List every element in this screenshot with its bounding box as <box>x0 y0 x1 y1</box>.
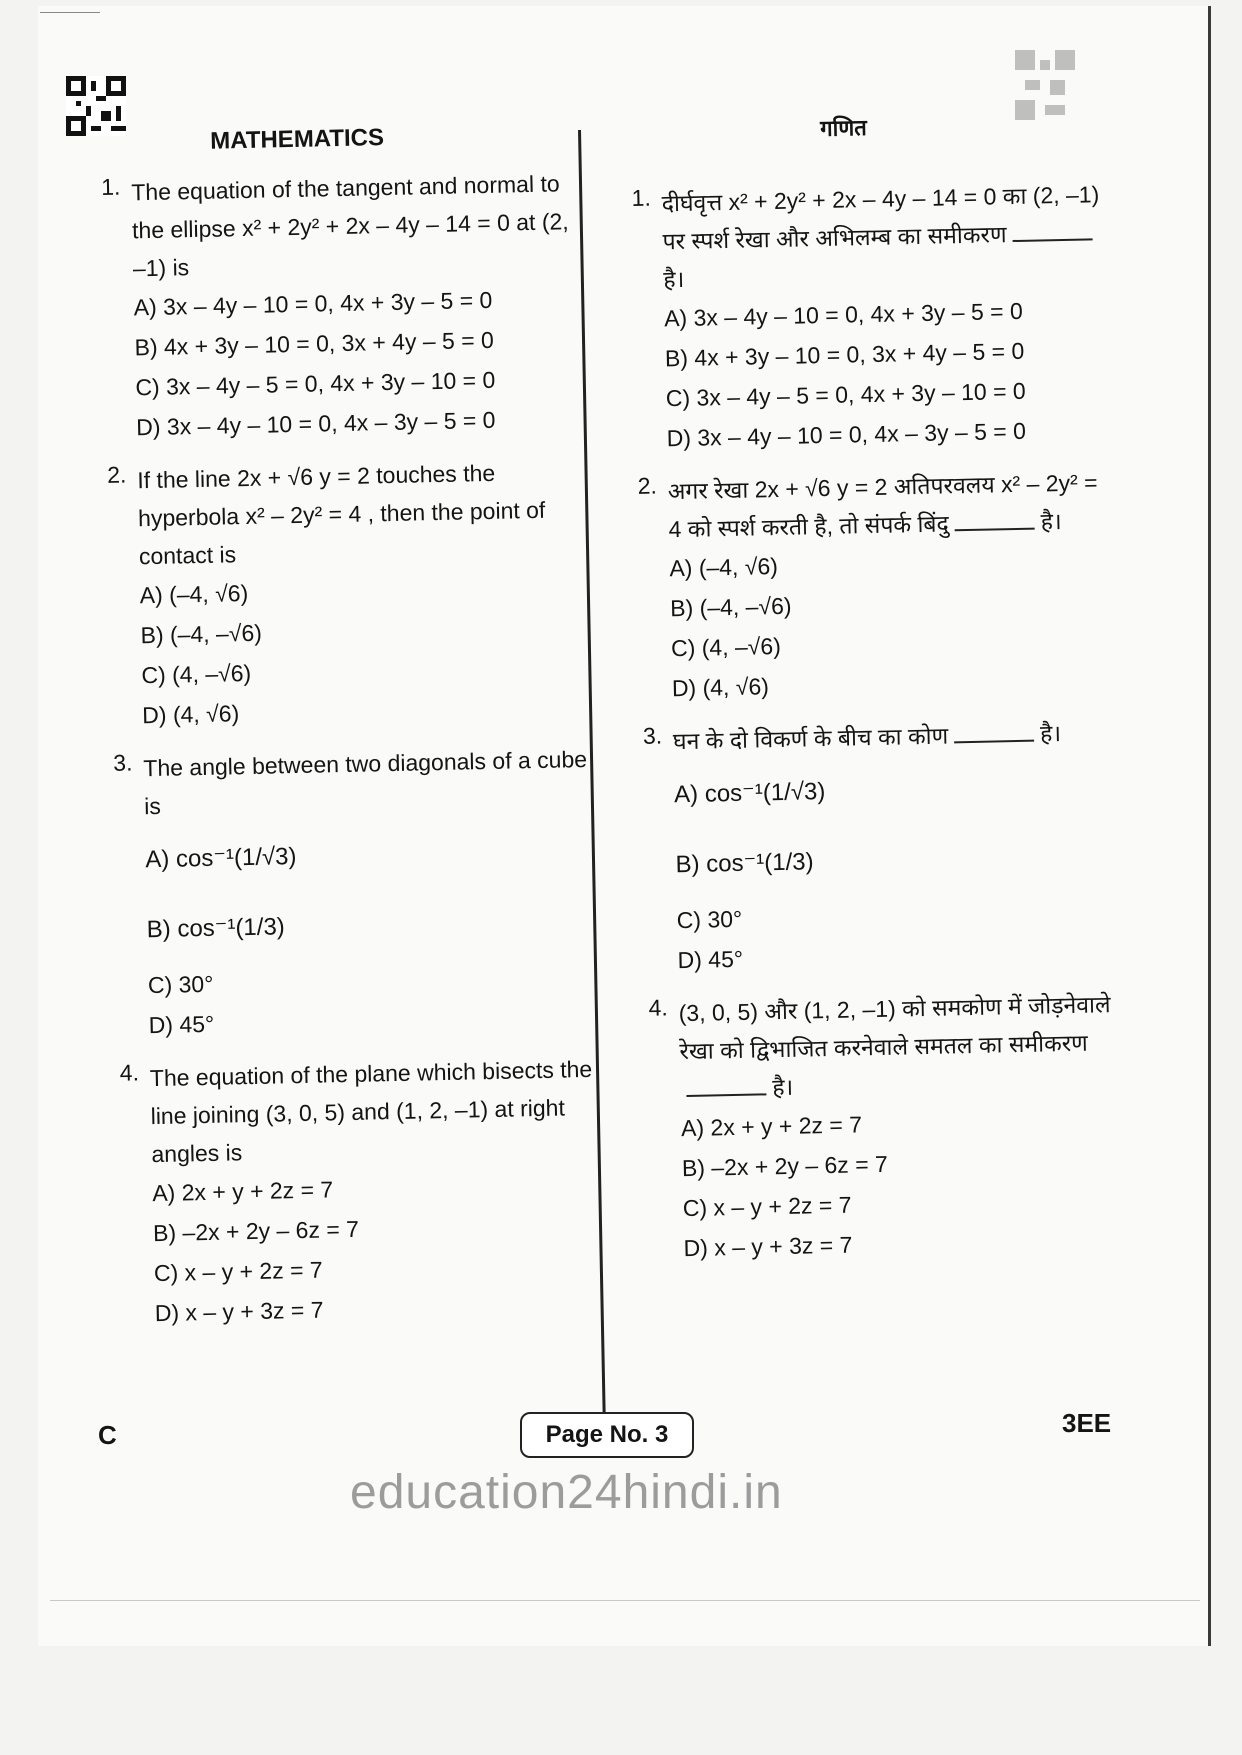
option-a: A) cos⁻¹(1/√3) <box>673 778 826 809</box>
option-a: A) 3x – 4y – 10 = 0, 4x + 3y – 5 = 0 <box>663 298 1024 332</box>
question-3-en <box>113 739 599 1045</box>
question-number: 2. <box>637 472 658 500</box>
question-text-end: है। <box>1040 508 1062 535</box>
question-text: (3, 0, 5) और (1, 2, –1) को समकोण में जोड़नेवाले रेखा को द्विभाजित करनेवाले समतल का समीकरण <box>678 991 1111 1065</box>
option-c: C) x – y + 2z = 7 <box>682 1191 852 1222</box>
option-b: B) 4x + 3y – 10 = 0, 3x + 4y – 5 = 0 <box>134 326 495 360</box>
option-a: A) cos⁻¹(1/√3) <box>145 842 297 873</box>
option-d: D) 45° <box>148 1010 215 1038</box>
question-number: 1. <box>631 184 652 212</box>
option-d: D) 45° <box>677 946 744 974</box>
question-1-hi <box>631 175 1107 459</box>
question-number: 3. <box>112 749 133 776</box>
option-b: B) (–4, –√6) <box>669 593 792 622</box>
page-number-box: Page No. 3 <box>520 1412 694 1458</box>
question-number: 4. <box>648 994 669 1022</box>
question-number: 4. <box>119 1058 140 1086</box>
answer-blank <box>686 1078 766 1098</box>
bottom-rule <box>50 1600 1200 1601</box>
answer-blank <box>1012 223 1092 243</box>
option-c: C) x – y + 2z = 7 <box>153 1256 323 1286</box>
hindi-heading: गणित <box>819 115 868 142</box>
option-c: C) (4, –√6) <box>141 659 252 688</box>
question-text: घन के दो विकर्ण के बीच का कोण <box>672 722 949 755</box>
option-b: B) cos⁻¹(1/3) <box>675 848 814 879</box>
question-number: 1. <box>100 173 121 200</box>
option-c: C) 3x – 4y – 5 = 0, 4x + 3y – 10 = 0 <box>135 366 496 400</box>
option-a: A) (–4, √6) <box>669 553 779 582</box>
question-number: 3. <box>642 722 663 750</box>
option-b: B) –2x + 2y – 6z = 7 <box>681 1151 889 1182</box>
option-c: C) 30° <box>147 970 214 998</box>
question-2-hi <box>637 463 1112 709</box>
option-b: B) (–4, –√6) <box>140 619 263 648</box>
question-1-en <box>101 164 587 448</box>
english-heading: MATHEMATICS <box>209 124 385 155</box>
question-text: The equation of the tangent and normal to the ellipse x² + 2y² + 2x – 4y – 14 = 0 at (2, –1) is <box>131 169 569 281</box>
option-d: D) x – y + 3z = 7 <box>683 1231 853 1262</box>
option-d: D) 3x – 4y – 10 = 0, 4x – 3y – 5 = 0 <box>135 406 496 440</box>
paper-code: 3EE <box>1062 1408 1112 1438</box>
english-column <box>100 120 605 1347</box>
answer-blank <box>954 724 1034 744</box>
qr-code-icon <box>66 76 126 136</box>
question-text: If the line 2x + √6 y = 2 touches the hyperbola x² – 2y² = 4 , then the point of contact is <box>137 459 546 569</box>
question-4-en <box>119 1049 605 1333</box>
question-3-hi <box>643 713 1118 981</box>
question-text-end: है। <box>772 1074 794 1101</box>
question-text: दीर्घवृत्त x² + 2y² + 2x – 4y – 14 = 0 का (2, –1) पर स्पर्श रेखा और अभिलम्ब का समीकरण <box>661 181 1100 255</box>
option-b: B) –2x + 2y – 6z = 7 <box>152 1215 360 1246</box>
question-text-end: है। <box>663 266 685 293</box>
option-b: B) 4x + 3y – 10 = 0, 3x + 4y – 5 = 0 <box>664 338 1025 372</box>
question-number: 2. <box>106 461 127 488</box>
series-code: C <box>98 1420 117 1450</box>
option-d: D) 3x – 4y – 10 = 0, 4x – 3y – 5 = 0 <box>666 418 1027 452</box>
question-text: The angle between two diagonals of a cube is <box>143 745 588 819</box>
option-d: D) x – y + 3z = 7 <box>154 1296 324 1326</box>
option-c: C) 3x – 4y – 5 = 0, 4x + 3y – 10 = 0 <box>665 378 1026 412</box>
question-text-end: है। <box>1039 720 1062 747</box>
question-2-en <box>107 451 593 735</box>
option-a: A) (–4, √6) <box>139 579 249 608</box>
option-a: A) 2x + y + 2z = 7 <box>151 1175 334 1206</box>
option-d: D) (4, √6) <box>141 699 240 728</box>
answer-blank <box>955 512 1035 532</box>
option-c: C) 30° <box>676 906 743 934</box>
watermark-text: education24hindi.in <box>350 1466 783 1519</box>
option-d: D) (4, √6) <box>671 673 770 702</box>
question-text: The equation of the plane which bisects the line joining (3, 0, 5) and (1, 2, –1) at right angles is <box>149 1055 593 1167</box>
faded-qr-code-icon <box>1015 50 1075 120</box>
question-text: अगर रेखा 2x + √6 y = 2 अतिपरवलय x² – 2y² = 4 को स्पर्श करती है, तो संपर्क बिंदु <box>667 469 1098 543</box>
option-a: A) 2x + y + 2z = 7 <box>680 1111 863 1142</box>
option-b: B) cos⁻¹(1/3) <box>146 912 286 943</box>
hindi-column <box>630 110 1124 1283</box>
question-4-hi <box>648 985 1124 1269</box>
top-rule <box>40 12 100 13</box>
option-a: A) 3x – 4y – 10 = 0, 4x + 3y – 5 = 0 <box>133 286 493 320</box>
option-c: C) (4, –√6) <box>670 633 782 662</box>
